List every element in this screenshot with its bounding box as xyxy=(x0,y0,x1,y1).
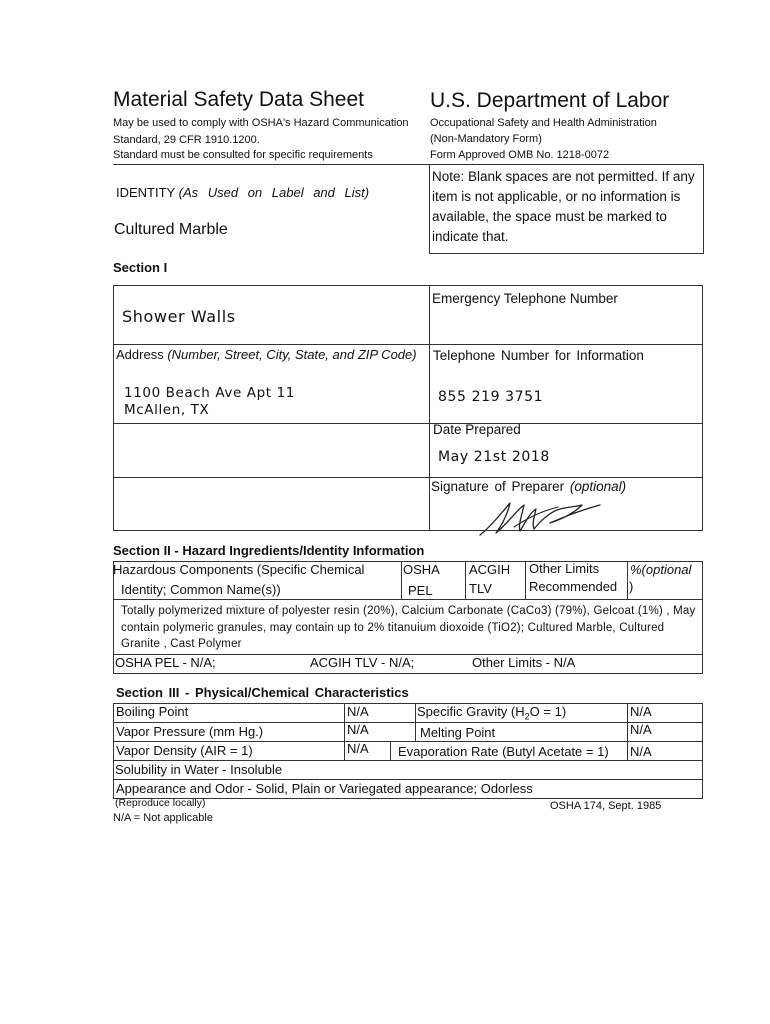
address-label xyxy=(116,346,421,364)
page-title: Material Safety Data Sheet xyxy=(113,88,364,111)
section-1-heading: Section I xyxy=(113,260,168,275)
specific-gravity-label-a: Specific Gravity (H xyxy=(417,704,525,719)
reproduce-note: (Reproduce locally) xyxy=(115,797,206,809)
melting-point-label: Melting Point xyxy=(420,725,496,740)
evaporation-rate-value[interactable]: N/A xyxy=(630,744,652,759)
header-note-3: Standard must be consulted for specific requirements xyxy=(113,149,373,161)
signature-image xyxy=(478,497,603,539)
section-1-rule-3 xyxy=(113,477,703,478)
section-2-rule-1 xyxy=(113,599,703,600)
col-other-line-2: Recommended xyxy=(529,579,618,594)
section-3-col-b xyxy=(415,703,416,741)
section-2-heading: Section II - Hazard Ingredients/Identity Information xyxy=(113,543,425,558)
specific-gravity-value[interactable]: N/A xyxy=(630,704,652,719)
boiling-point-label: Boiling Point xyxy=(116,704,189,719)
col-pct-line-2: ) xyxy=(629,579,634,594)
col-osha-line-2: PEL xyxy=(408,583,433,598)
section-3-col-b2 xyxy=(390,741,391,760)
appearance-row[interactable]: Appearance and Odor - Solid, Plain or Variegated appearance; Odorless xyxy=(116,781,533,796)
specific-gravity-label-sub: 2 xyxy=(524,711,530,722)
specific-gravity-label xyxy=(417,704,566,722)
identity-label-text: IDENTITY xyxy=(116,185,175,200)
agency-sub-3: Form Approved OMB No. 1218-0072 xyxy=(430,149,610,161)
identity-top-rule xyxy=(113,164,430,165)
info-phone-value[interactable]: 855 219 3751 xyxy=(438,389,544,405)
na-note: N/A = Not applicable xyxy=(113,812,213,824)
section-3-rule-4 xyxy=(113,779,703,780)
specific-gravity-label-b: O = 1) xyxy=(529,704,567,719)
vapor-density-value[interactable]: N/A xyxy=(347,741,369,756)
other-limits-value: Other Limits - N/A xyxy=(472,655,576,670)
emergency-phone-label: Emergency Telephone Number xyxy=(432,291,618,306)
solubility-row[interactable]: Solubility in Water - Insoluble xyxy=(115,762,283,777)
agency-sub-2: (Non-Mandatory Form) xyxy=(430,133,542,145)
section-2-col-other xyxy=(525,561,526,599)
section-3-col-c xyxy=(627,703,628,760)
signature-label-text: Signature of Preparer xyxy=(431,479,565,494)
boiling-point-value[interactable]: N/A xyxy=(347,704,369,719)
section-3-rule-3 xyxy=(113,760,703,761)
col-pct-line-1: %(optional xyxy=(630,562,692,577)
section-2-col-pct xyxy=(627,561,628,599)
section-2-col-acgih xyxy=(465,561,466,599)
agency-title: U.S. Department of Labor xyxy=(430,89,670,112)
section-1-divider xyxy=(429,285,430,531)
section-3-heading: Section III - Physical/Chemical Characteristics xyxy=(116,685,409,700)
identity-value[interactable]: Cultured Marble xyxy=(114,221,228,238)
col-osha-line-1: OSHA xyxy=(403,562,440,577)
form-id: OSHA 174, Sept. 1985 xyxy=(550,800,662,812)
section-3-col-a xyxy=(344,703,345,760)
header-note-1: May be used to comply with OSHA's Hazard Communication xyxy=(113,117,409,129)
evaporation-rate-label: Evaporation Rate (Butyl Acetate = 1) xyxy=(398,744,609,759)
header-note-2: Standard, 29 CFR 1910.1200. xyxy=(113,134,260,146)
col-acgih-line-1: ACGIH xyxy=(469,562,511,577)
address-line-2[interactable]: McAllen, TX xyxy=(124,402,210,418)
signature-label-note: (optional) xyxy=(569,479,627,494)
section-3-rule-1 xyxy=(113,722,703,723)
vapor-pressure-value[interactable]: N/A xyxy=(347,722,369,737)
address-label-note: (Number, Street, City, State, and ZIP Code) xyxy=(167,347,417,362)
melting-point-value[interactable]: N/A xyxy=(630,722,652,737)
section-2-col-osha xyxy=(401,561,402,599)
col-acgih-line-2: TLV xyxy=(469,581,492,596)
hazardous-components-text[interactable]: Totally polymerized mixture of polyester resin (20%), Calcium Carbonate (CaCo3) (79%), Gelcoat (1%) , May contain polymeric granules, may contain up to 2% titanuium dioxoide (TiO2); Cultured Marble, Cultured Granite , Cast Polymer xyxy=(121,605,696,650)
osha-pel-value: OSHA PEL - N/A; xyxy=(115,655,216,670)
manufacturer-name[interactable]: Shower Walls xyxy=(122,307,236,326)
vapor-density-label: Vapor Density (AIR = 1) xyxy=(116,743,253,758)
address-line-1[interactable]: 1100 Beach Ave Apt 11 xyxy=(124,385,295,401)
identity-label xyxy=(116,185,369,200)
date-prepared-label: Date Prepared xyxy=(433,422,521,437)
vapor-pressure-label: Vapor Pressure (mm Hg.) xyxy=(116,724,264,739)
blank-spaces-note: Note: Blank spaces are not permitted. If any item is not applicable, or no information is available, the space must be marked to indicate that. xyxy=(432,169,695,244)
agency-sub-1: Occupational Safety and Health Administration xyxy=(430,117,657,129)
section-1-rule-2 xyxy=(113,423,703,424)
date-prepared-value[interactable]: May 21st 2018 xyxy=(438,449,550,465)
info-phone-label: Telephone Number for Information xyxy=(433,348,644,363)
signature-label xyxy=(431,479,626,494)
acgih-tlv-value: ACGIH TLV - N/A; xyxy=(310,655,415,670)
col-other-line-1: Other Limits xyxy=(529,561,600,576)
identity-label-note: (As Used on Label and List) xyxy=(178,185,370,200)
col-components-line-2: Identity; Common Name(s)) xyxy=(121,582,281,597)
col-components-line-1: Hazardous Components (Specific Chemical xyxy=(113,562,365,577)
address-label-text: Address xyxy=(116,347,164,362)
section-3-rule-2 xyxy=(113,741,703,742)
section-1-rule-1 xyxy=(113,344,703,345)
